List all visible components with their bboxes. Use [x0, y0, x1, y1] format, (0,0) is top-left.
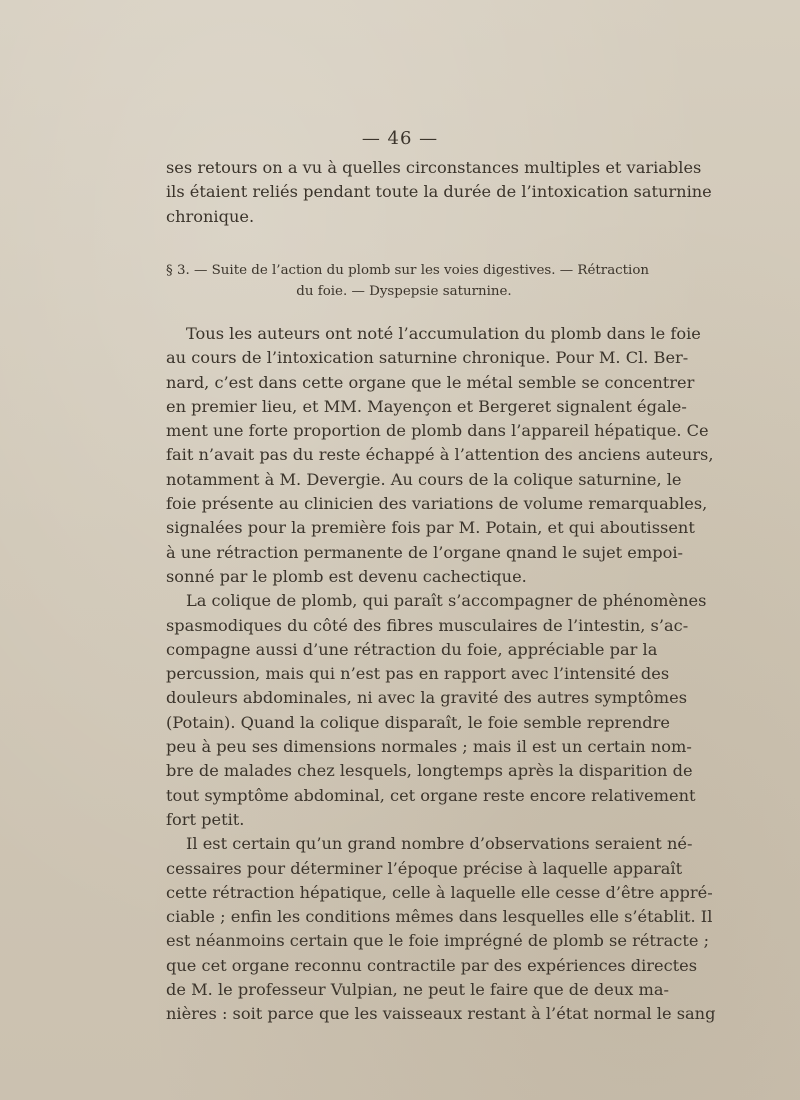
text-line: spasmodiques du côté des fibres musculaires de l’intestin, s’ac-: [166, 615, 689, 635]
text-line: notamment à M. Devergie. Au cours de la colique saturnine, le: [166, 469, 682, 489]
text-line: Tous les auteurs ont noté l’accumulation du plomb dans le foie: [186, 324, 701, 343]
section-heading-line: § 3. — Suite de l’action du plomb sur les voies digestives. — Rétraction: [166, 263, 650, 278]
section-heading-line: du foie. — Dyspepsie saturnine.: [296, 284, 512, 299]
text-line: en premier lieu, et MM. Mayençon et Bergeret signalent égale-: [166, 396, 687, 416]
section-heading: [166, 260, 650, 302]
text-line: que cet organe reconnu contractile par des expériences directes: [166, 955, 698, 975]
text-line: à une rétraction permanente de l’organe qnand le sujet empoi-: [166, 542, 683, 562]
text-line: sonné par le plomb est devenu cachectique.: [166, 566, 527, 586]
text-line: La colique de plomb, qui paraît s’accompagner de phénomènes: [186, 591, 707, 611]
text-line: percussion, mais qui n’est pas en rapport avec l’intensité des: [166, 664, 670, 684]
text-line: est néanmoins certain que le foie imprégné de plomb se rétracte ;: [166, 931, 710, 951]
text-line: ses retours on a vu à quelles circonstances multiples et variables: [166, 158, 702, 177]
body-text: [166, 322, 716, 1027]
page-number: — 46 —: [361, 128, 439, 149]
text-line: bre de malades chez lesquels, longtemps après la disparition de: [166, 761, 693, 781]
intro-paragraph: [166, 156, 712, 229]
text-line: nard, c’est dans cette organe que le métal semble se concentrer: [166, 372, 695, 392]
text-line: foie présente au clinicien des variations de volume remarquables,: [166, 494, 708, 514]
text-line: de M. le professeur Vulpian, ne peut le faire que de deux ma-: [166, 980, 670, 1000]
text-line: compagne aussi d’une rétraction du foie, appréciable par la: [166, 639, 658, 659]
text-line: ment une forte proportion de plomb dans l’appareil hépatique. Ce: [166, 421, 709, 441]
text-line: peu à peu ses dimensions normales ; mais il est un certain nom-: [166, 737, 692, 757]
text-line: fait n’avait pas du reste échappé à l’attention des anciens auteurs,: [166, 445, 714, 465]
text-line: chronique.: [166, 206, 255, 226]
text-line: ils étaient reliés pendant toute la durée de l’intoxication saturnine: [166, 182, 712, 202]
text-line: ciable ; enfin les conditions mêmes dans lesquelles elle s’établit. Il: [166, 907, 713, 927]
text-line: signalées pour la première fois par M. Potain, et qui aboutissent: [166, 518, 695, 538]
text-line: fort petit.: [166, 809, 245, 829]
text-line: Il est certain qu’un grand nombre d’observations seraient né-: [186, 834, 693, 854]
text-line: douleurs abdominales, ni avec la gravité des autres symptômes: [166, 688, 687, 708]
text-line: nières : soit parce que les vaisseaux restant à l’état normal le sang: [166, 1004, 716, 1024]
text-line: au cours de l’intoxication saturnine chronique. Pour M. Cl. Ber-: [166, 348, 689, 368]
text-line: tout symptôme abdominal, cet organe reste encore relativement: [166, 785, 696, 805]
text-line: cessaires pour déterminer l’époque précise à laquelle apparaît: [166, 858, 683, 878]
text-line: cette rétraction hépatique, celle à laquelle elle cesse d’être appré-: [166, 882, 713, 902]
text-line: (Potain). Quand la colique disparaît, le foie semble reprendre: [166, 712, 670, 732]
